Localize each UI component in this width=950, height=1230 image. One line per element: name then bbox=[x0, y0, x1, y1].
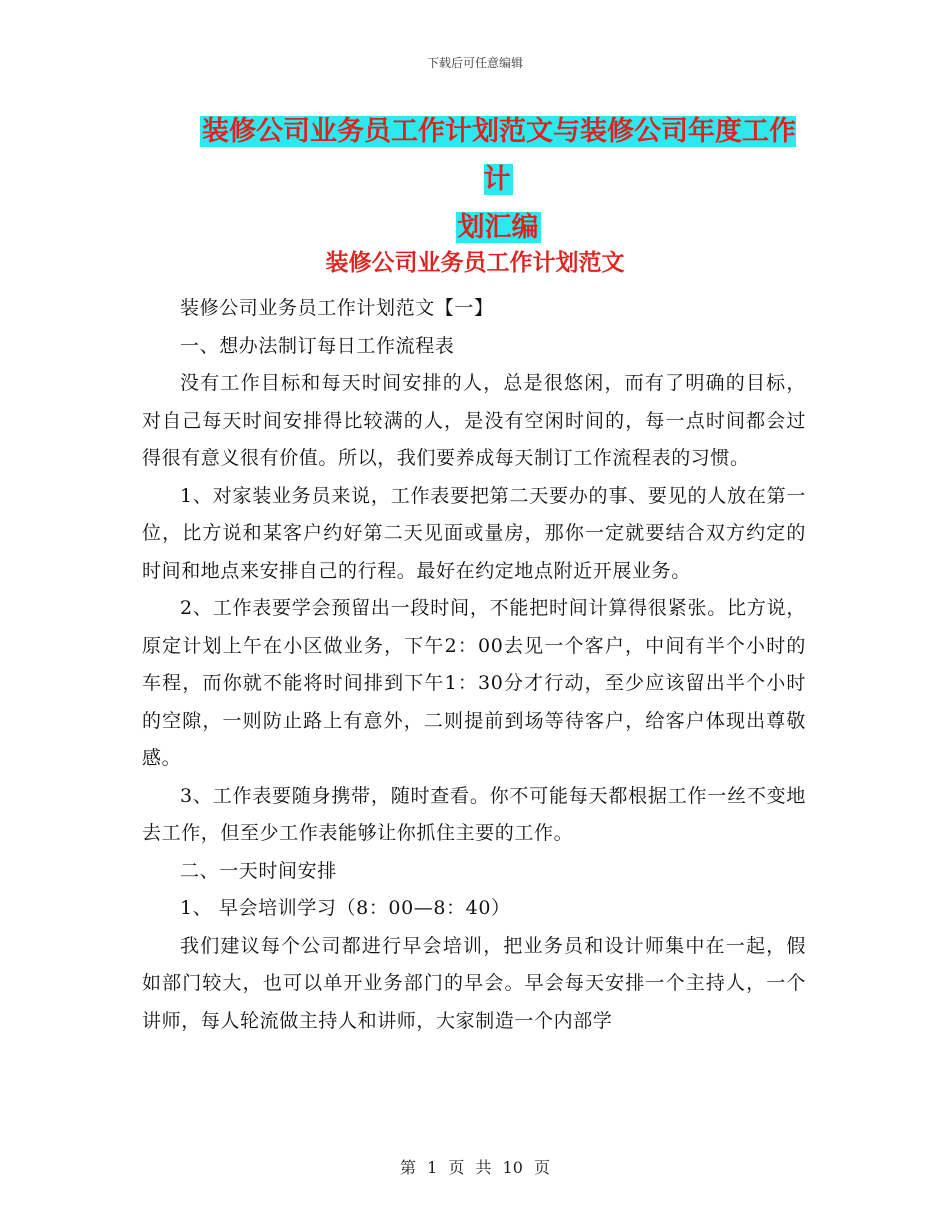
paragraph-heading-2: 二、一天时间安排 bbox=[180, 859, 337, 882]
paragraph-subheading: 1、 早会培训学习（8：00—8：40） bbox=[180, 897, 511, 919]
page-footer: 第 1 页 共 10 页 bbox=[400, 1158, 550, 1177]
paragraph-subtitle: 装修公司业务员工作计划范文【一】 bbox=[180, 297, 494, 319]
document-title-line-1: 装修公司业务员工作计划范文与装修公司年度工作计 bbox=[202, 116, 796, 195]
paragraph: 没有工作目标和每天时间安排的人，总是很悠闲，而有了明确的目标，对自己每天时间安排得比较满的人，是没有空闲时间的，每一点时间都会过得很有意义很有价值。所以，我们要养成每天制订工作流程表的习惯。 bbox=[142, 372, 806, 469]
paragraph: 1、对家装业务员来说，工作表要把第二天要办的事、要见的人放在第一位，比方说和某客户约好第二天见面或量房，那你一定就要结合双方约定的时间和地点来安排自己的行程。最好在约定地点附近开展业务。 bbox=[142, 484, 806, 582]
paragraph: 2、工作表要学会预留出一段时间，不能把时间计算得很紧张。比方说，原定计划上午在小区做业务，下午2：00去见一个客户，中间有半个小时的车程，而你就不能将时间排到下午1：30分才行动，至少应该留出半个小时的空隙，一则防止路上有意外，二则提前到场等待客户，给客户体现出尊敬感。 bbox=[142, 597, 806, 769]
document-title-line-2: 划汇编 bbox=[457, 212, 539, 243]
paragraph: 我们建议每个公司都进行早会培训，把业务员和设计师集中在一起，假如部门较大，也可以单开业务部门的早会。早会每天安排一个主持人，一个讲师，每人轮流做主持人和讲师，大家制造一个内部学 bbox=[142, 934, 806, 1032]
paragraph: 3、工作表要随身携带，随时查看。你不可能每天都根据工作一丝不变地去工作，但至少工作表能够让你抓住主要的工作。 bbox=[142, 784, 806, 844]
section-title: 装修公司业务员工作计划范文 bbox=[325, 250, 625, 276]
document-body bbox=[142, 290, 806, 1040]
page-header-note: 下载后可任意编辑 bbox=[426, 56, 523, 70]
document-title bbox=[192, 108, 804, 252]
paragraph-heading-1: 一、想办法制订每日工作流程表 bbox=[180, 334, 455, 357]
